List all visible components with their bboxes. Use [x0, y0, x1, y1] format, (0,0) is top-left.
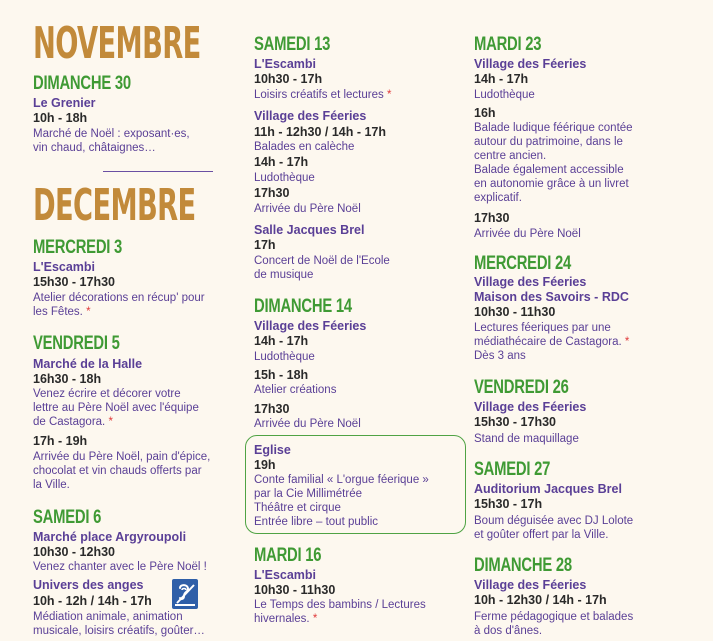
event-place: Village des Féeries	[474, 275, 587, 289]
event-description: Médiation animale, animation	[33, 611, 183, 623]
event-time: 19h	[254, 458, 276, 472]
event-description: Dès 3 ans	[474, 350, 526, 362]
event-description: lettre au Père Noël avec l'équipe	[33, 402, 199, 414]
event-time: 17h - 19h	[33, 434, 88, 448]
event-place: Village des Féeries	[254, 109, 367, 123]
event-time: 15h - 18h	[254, 368, 309, 382]
event-description: de Castagora. *	[33, 416, 113, 428]
day-heading: DIMANCHE 14	[254, 296, 352, 317]
event-place: Marché place Argyroupoli	[33, 530, 187, 544]
event-description: médiathécaire de Castagora. *	[474, 336, 630, 348]
event-description: Théâtre et cirque	[254, 502, 341, 514]
star-mark: *	[312, 613, 318, 625]
day-heading: DIMANCHE 30	[33, 73, 131, 94]
star-mark: *	[86, 306, 91, 318]
event-place: Marché de la Halle	[33, 357, 143, 371]
event-description: Lectures féeriques par une	[474, 322, 611, 334]
day-heading: SAMEDI 13	[254, 34, 331, 55]
event-description: Stand de maquillage	[474, 433, 579, 445]
event-place: L'Escambi	[254, 568, 317, 582]
event-description: et goûter offert par la Ville.	[474, 529, 609, 541]
event-place: Village des Féeries	[474, 578, 587, 592]
event-place: Village des Féeries	[474, 400, 587, 414]
event-description: Conte familial « L'orgue féerique »	[254, 474, 429, 486]
event-description: Venez écrire et décorer votre	[33, 388, 181, 400]
event-time: 14h - 17h	[254, 155, 309, 169]
event-description: Arrivée du Père Noël	[474, 228, 581, 240]
event-place: Village des Féeries	[474, 57, 587, 71]
event-description: Marché de Noël : exposant·es,	[33, 128, 190, 140]
event-time: 14h - 17h	[474, 72, 529, 86]
event-description: Ludothèque	[254, 172, 315, 184]
event-time: 10h - 12h / 14h - 17h	[33, 594, 152, 608]
day-heading: VENDREDI 26	[474, 377, 569, 398]
event-place: Village des Féeries	[254, 319, 367, 333]
event-description: par la Cie Millimétrée	[254, 488, 363, 500]
event-description: Le Temps des bambins / Lectures	[254, 599, 426, 611]
event-time: 17h	[254, 238, 276, 252]
event-description: Loisirs créatifs et lectures *	[254, 89, 392, 101]
event-place: Le Grenier	[33, 96, 96, 110]
event-time: 10h - 12h30 / 14h - 17h	[474, 593, 607, 607]
event-time: 10h30 - 12h30	[33, 545, 115, 559]
day-heading: SAMEDI 6	[33, 507, 102, 528]
event-time: 15h30 - 17h30	[474, 415, 556, 429]
event-description: chocolat et vin chauds offerts par	[33, 465, 202, 477]
event-description: Ludothèque	[474, 89, 535, 101]
event-description: la Ville.	[33, 479, 70, 491]
month-december: DECEMBRE	[33, 180, 196, 231]
event-time: 15h30 - 17h	[474, 497, 543, 511]
star-mark: *	[108, 416, 113, 428]
event-description: Arrivée du Père Noël, pain d'épice,	[33, 451, 211, 463]
event-time: 16h	[474, 106, 496, 120]
event-description: en autonomie grâce à un livret	[474, 178, 629, 190]
event-time: 17h30	[254, 402, 290, 416]
event-time: 15h30 - 17h30	[33, 275, 115, 289]
event-place: L'Escambi	[33, 260, 96, 274]
event-place: L'Escambi	[254, 57, 317, 71]
event-description: Balades en calèche	[254, 141, 355, 153]
day-heading: DIMANCHE 28	[474, 555, 572, 576]
event-place: Univers des anges	[33, 578, 144, 592]
event-time: 10h30 - 11h30	[474, 305, 556, 319]
day-heading: MERCREDI 3	[33, 237, 123, 258]
event-time: 11h - 12h30 / 14h - 17h	[254, 125, 387, 139]
event-description: les Fêtes. *	[33, 306, 91, 318]
divider	[103, 171, 213, 172]
star-mark: *	[624, 336, 630, 348]
event-description: hivernales. *	[254, 613, 318, 625]
day-heading: MARDI 23	[474, 34, 542, 55]
event-description: à dos d'ânes.	[474, 625, 543, 637]
event-description: Venez chanter avec le Père Noël !	[33, 561, 207, 573]
hearing-accessibility-icon	[172, 579, 198, 609]
event-time: 16h30 - 18h	[33, 372, 102, 386]
event-place: Eglise	[254, 443, 291, 457]
event-description: musicale, loisirs créatifs, goûter…	[33, 625, 205, 637]
event-description: centre ancien.	[474, 150, 547, 162]
day-heading: VENDREDI 5	[33, 333, 120, 354]
day-heading: SAMEDI 27	[474, 459, 551, 480]
event-place: Auditorium Jacques Brel	[474, 482, 622, 496]
event-place: Maison des Savoirs - RDC	[474, 290, 629, 304]
day-heading: MARDI 16	[254, 545, 322, 566]
event-description: Arrivée du Père Noël	[254, 418, 361, 430]
event-description: Ferme pédagogique et balades	[474, 611, 634, 623]
event-description: explicatif.	[474, 192, 522, 204]
event-description: Atelier créations	[254, 384, 337, 396]
event-description: Balade également accessible	[474, 164, 624, 176]
event-description: Ludothèque	[254, 351, 315, 363]
event-time: 14h - 17h	[254, 334, 309, 348]
event-description: autour du patrimoine, dans le	[474, 136, 623, 148]
event-description: de musique	[254, 269, 314, 281]
event-description: Arrivée du Père Noël	[254, 203, 361, 215]
month-november: NOVEMBRE	[33, 18, 201, 69]
day-heading: MERCREDI 24	[474, 253, 572, 274]
event-description: Entrée libre – tout public	[254, 516, 379, 528]
event-time: 17h30	[474, 211, 510, 225]
event-description: Concert de Noël de l'Ecole	[254, 255, 390, 267]
event-place: Salle Jacques Brel	[254, 223, 365, 237]
event-description: Atelier décorations en récup' pour	[33, 292, 205, 304]
event-time: 10h30 - 17h	[254, 72, 323, 86]
event-description: Boum déguisée avec DJ Lolote	[474, 515, 634, 527]
event-description: Balade ludique féérique contée	[474, 122, 633, 134]
event-time: 10h30 - 11h30	[254, 583, 336, 597]
event-time: 10h - 18h	[33, 111, 88, 125]
event-description: vin chaud, châtaignes…	[33, 142, 156, 154]
star-mark: *	[386, 89, 392, 101]
event-time: 17h30	[254, 186, 290, 200]
